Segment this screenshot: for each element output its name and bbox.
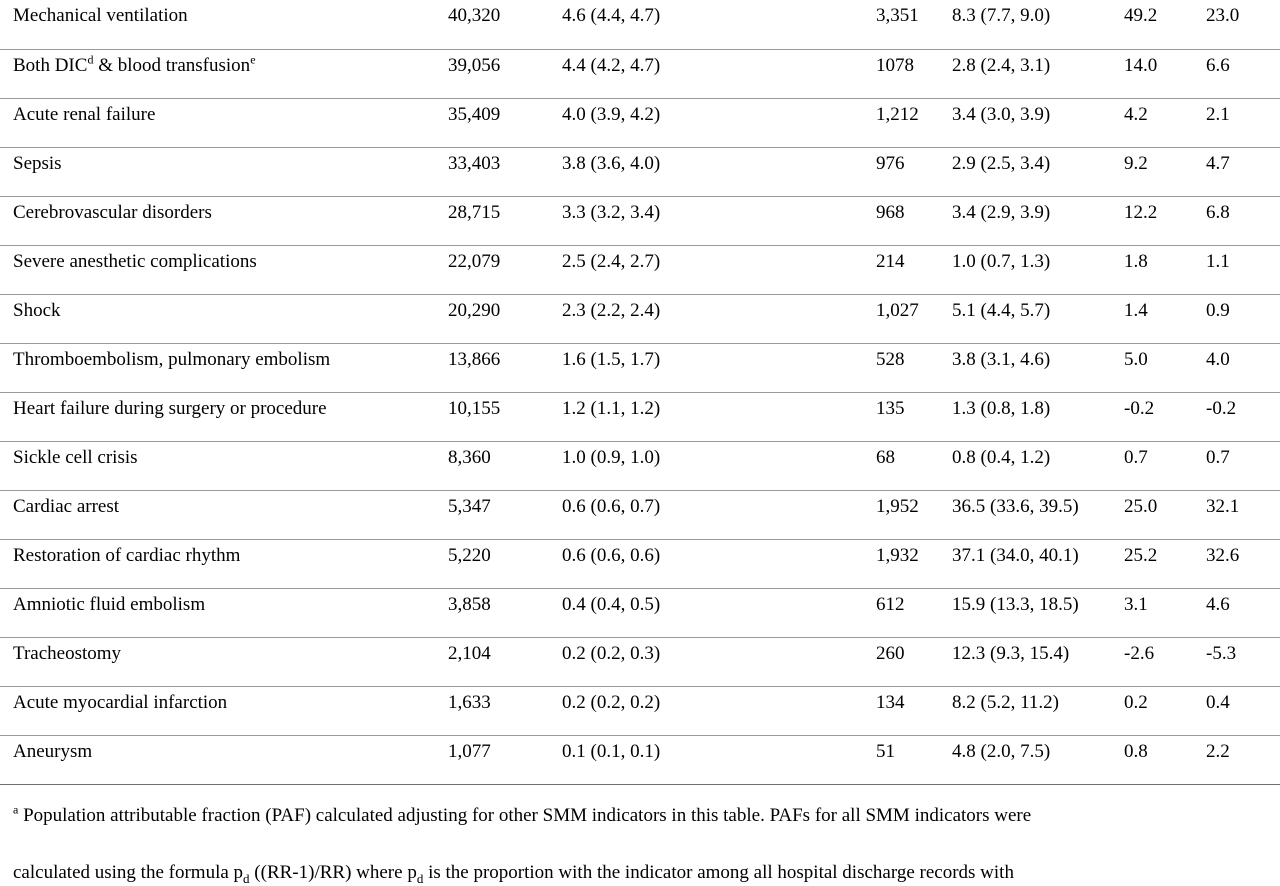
- count-2-cell: 1,027: [876, 299, 919, 321]
- indicator-cell: Tracheostomy: [13, 642, 122, 664]
- indicator-cell: Mechanical ventilation: [13, 5, 188, 26]
- percent-2-cell: 1.3 (0.8, 1.8): [952, 397, 1051, 419]
- percent-1-cell: 2.3 (2.2, 2.4): [562, 299, 661, 321]
- footnote-ref-d: d: [87, 52, 94, 67]
- table-row: [0, 98, 1280, 147]
- paf-1-cell: 14.0: [1124, 54, 1158, 76]
- indicator-cell: Sepsis: [13, 152, 62, 174]
- count-1-cell: 28,715: [448, 201, 501, 223]
- count-1-cell: 35,409: [448, 103, 501, 125]
- paf-1-cell: 5.0: [1124, 348, 1148, 370]
- count-2-cell: 612: [876, 593, 905, 615]
- percent-1-cell: 4.4 (4.2, 4.7): [562, 54, 661, 76]
- paf-2-cell: 32.1: [1206, 495, 1240, 517]
- paf-2-cell: 0.7: [1206, 446, 1230, 468]
- percent-1-cell: 4.0 (3.9, 4.2): [562, 103, 661, 125]
- paf-2-cell: 4.7: [1206, 152, 1230, 174]
- indicator-text-cont: & blood transfusion: [93, 54, 251, 76]
- indicator-cell: Cardiac arrest: [13, 495, 120, 517]
- paf-2-cell: 4.0: [1206, 348, 1230, 370]
- percent-1-cell: 0.2 (0.2, 0.3): [562, 642, 661, 664]
- table-row: [0, 686, 1280, 735]
- percent-1-cell: 0.1 (0.1, 0.1): [562, 740, 661, 762]
- indicator-cell: Restoration of cardiac rhythm: [13, 544, 241, 566]
- count-1-cell: 5,220: [448, 544, 491, 566]
- percent-2-cell: 8.2 (5.2, 11.2): [952, 691, 1059, 713]
- percent-2-cell: 15.9 (13.3, 18.5): [952, 593, 1079, 615]
- table-row: [0, 147, 1280, 196]
- table-row: [0, 588, 1280, 637]
- paf-1-cell: -2.6: [1124, 642, 1155, 664]
- count-1-cell: 10,155: [448, 397, 501, 419]
- percent-2-cell: 5.1 (4.4, 5.7): [952, 299, 1051, 321]
- count-2-cell: 1,952: [876, 495, 919, 517]
- table-row: [0, 490, 1280, 539]
- paf-2-cell: 6.6: [1206, 54, 1230, 76]
- count-2-cell: 528: [876, 348, 905, 370]
- paf-1-cell: 3.1: [1124, 593, 1148, 615]
- paf-2-cell: 0.9: [1206, 299, 1230, 321]
- count-1-cell: 2,104: [448, 642, 491, 664]
- footnote-line-1: [13, 802, 1032, 826]
- paf-2-cell: -0.2: [1206, 397, 1237, 419]
- count-2-cell: 214: [876, 250, 905, 272]
- percent-2-cell: 3.4 (3.0, 3.9): [952, 103, 1051, 125]
- indicator-cell: Heart failure during surgery or procedure: [13, 397, 327, 419]
- percent-2-cell: 2.9 (2.5, 3.4): [952, 152, 1051, 174]
- paf-2-cell: 23.0: [1206, 5, 1240, 26]
- count-2-cell: 68: [876, 446, 895, 468]
- paf-2-cell: 0.4: [1206, 691, 1230, 713]
- count-1-cell: 8,360: [448, 446, 491, 468]
- footnote-line-2: [13, 862, 1014, 886]
- percent-2-cell: 12.3 (9.3, 15.4): [952, 642, 1070, 664]
- percent-1-cell: 3.3 (3.2, 3.4): [562, 201, 661, 223]
- percent-1-cell: 0.4 (0.4, 0.5): [562, 593, 661, 615]
- footnote-ref-e: e: [250, 52, 256, 67]
- paf-2-cell: 2.2: [1206, 740, 1230, 762]
- paf-1-cell: -0.2: [1124, 397, 1155, 419]
- percent-1-cell: 0.6 (0.6, 0.6): [562, 544, 661, 566]
- percent-2-cell: 0.8 (0.4, 1.2): [952, 446, 1051, 468]
- percent-2-cell: 4.8 (2.0, 7.5): [952, 740, 1051, 762]
- percent-1-cell: 1.0 (0.9, 1.0): [562, 446, 661, 468]
- table-row: [0, 392, 1280, 441]
- percent-2-cell: 37.1 (34.0, 40.1): [952, 544, 1079, 566]
- count-2-cell: 976: [876, 152, 905, 174]
- count-1-cell: 33,403: [448, 152, 501, 174]
- count-2-cell: 1,932: [876, 544, 919, 566]
- paf-1-cell: 0.7: [1124, 446, 1148, 468]
- paf-2-cell: 4.6: [1206, 593, 1230, 615]
- indicator-cell: Aneurysm: [13, 740, 93, 762]
- paf-1-cell: 25.0: [1124, 495, 1158, 517]
- count-2-cell: 51: [876, 740, 895, 762]
- indicator-cell: Thromboembolism, pulmonary embolism: [13, 348, 331, 370]
- percent-1-cell: 0.2 (0.2, 0.2): [562, 691, 661, 713]
- percent-2-cell: 36.5 (33.6, 39.5): [952, 495, 1079, 517]
- paf-1-cell: 1.4: [1124, 299, 1148, 321]
- table-row: [0, 294, 1280, 343]
- count-2-cell: 260: [876, 642, 905, 664]
- count-1-cell: 40,320: [448, 5, 501, 26]
- percent-1-cell: 1.2 (1.1, 1.2): [562, 397, 661, 419]
- count-1-cell: 13,866: [448, 348, 501, 370]
- paf-1-cell: 0.2: [1124, 691, 1148, 713]
- indicator-text: Both DIC: [13, 54, 88, 76]
- footnote-sub-1: d: [243, 870, 250, 886]
- count-1-cell: 1,077: [448, 740, 491, 762]
- count-2-cell: 134: [876, 691, 905, 713]
- percent-1-cell: 3.8 (3.6, 4.0): [562, 152, 661, 174]
- indicator-cell: [0, 49, 448, 98]
- percent-2-cell: 1.0 (0.7, 1.3): [952, 250, 1051, 272]
- paf-1-cell: 1.8: [1124, 250, 1148, 272]
- count-1-cell: 39,056: [448, 54, 501, 76]
- percent-1-cell: 2.5 (2.4, 2.7): [562, 250, 661, 272]
- paf-2-cell: 1.1: [1206, 250, 1230, 272]
- percent-1-cell: 4.6 (4.4, 4.7): [562, 5, 661, 26]
- footnote-text-2c: is the proportion with the indicator among all hospital discharge records with: [423, 862, 1014, 883]
- percent-1-cell: 0.6 (0.6, 0.7): [562, 495, 661, 517]
- count-2-cell: 1,212: [876, 103, 919, 125]
- count-2-cell: 1078: [876, 54, 914, 76]
- paf-2-cell: -5.3: [1206, 642, 1237, 664]
- indicator-cell: Severe anesthetic complications: [13, 250, 257, 272]
- paf-1-cell: 4.2: [1124, 103, 1148, 125]
- count-2-cell: 968: [876, 201, 905, 223]
- count-1-cell: 20,290: [448, 299, 501, 321]
- percent-2-cell: 3.8 (3.1, 4.6): [952, 348, 1051, 370]
- count-1-cell: 3,858: [448, 593, 491, 615]
- table-row: [0, 245, 1280, 294]
- indicator-cell: Cerebrovascular disorders: [13, 201, 212, 223]
- indicator-cell: Acute myocardial infarction: [13, 691, 228, 713]
- indicator-cell: Amniotic fluid embolism: [13, 593, 206, 615]
- paf-1-cell: 9.2: [1124, 152, 1148, 174]
- footnote-text-2b: ((RR-1)/RR) where p: [249, 862, 417, 883]
- count-2-cell: 3,351: [876, 5, 919, 26]
- footnote-sub-2: d: [416, 870, 424, 886]
- paf-2-cell: 6.8: [1206, 201, 1230, 223]
- table-row: [0, 441, 1280, 490]
- count-1-cell: 1,633: [448, 691, 491, 713]
- table-row: [0, 49, 1280, 98]
- footnote-text-1: Population attributable fraction (PAF) calculated adjusting for other SMM indicators in this table. PAFs for all SMM indicators were: [18, 805, 1032, 826]
- table-row: [0, 637, 1280, 686]
- paf-2-cell: 32.6: [1206, 544, 1240, 566]
- percent-2-cell: 3.4 (2.9, 3.9): [952, 201, 1051, 223]
- footnote-marker: a: [13, 802, 19, 817]
- table-row: [0, 196, 1280, 245]
- indicator-cell: Sickle cell crisis: [13, 446, 138, 468]
- paf-1-cell: 0.8: [1124, 740, 1148, 762]
- footnote-text-2a: calculated using the formula p: [13, 862, 244, 883]
- paf-1-cell: 25.2: [1124, 544, 1158, 566]
- count-1-cell: 5,347: [448, 495, 491, 517]
- table-row: [0, 539, 1280, 588]
- paf-1-cell: 12.2: [1124, 201, 1158, 223]
- table-row: [0, 343, 1280, 392]
- indicator-cell: Shock: [13, 299, 61, 321]
- paf-2-cell: 2.1: [1206, 103, 1230, 125]
- percent-2-cell: 8.3 (7.7, 9.0): [952, 5, 1051, 26]
- percent-1-cell: 1.6 (1.5, 1.7): [562, 348, 661, 370]
- paf-1-cell: 49.2: [1124, 5, 1158, 26]
- table-row: [0, 0, 1280, 49]
- percent-2-cell: 2.8 (2.4, 3.1): [952, 54, 1051, 76]
- count-2-cell: 135: [876, 397, 905, 419]
- indicator-cell: Acute renal failure: [13, 103, 156, 125]
- table-row: [0, 735, 1280, 784]
- count-1-cell: 22,079: [448, 250, 501, 272]
